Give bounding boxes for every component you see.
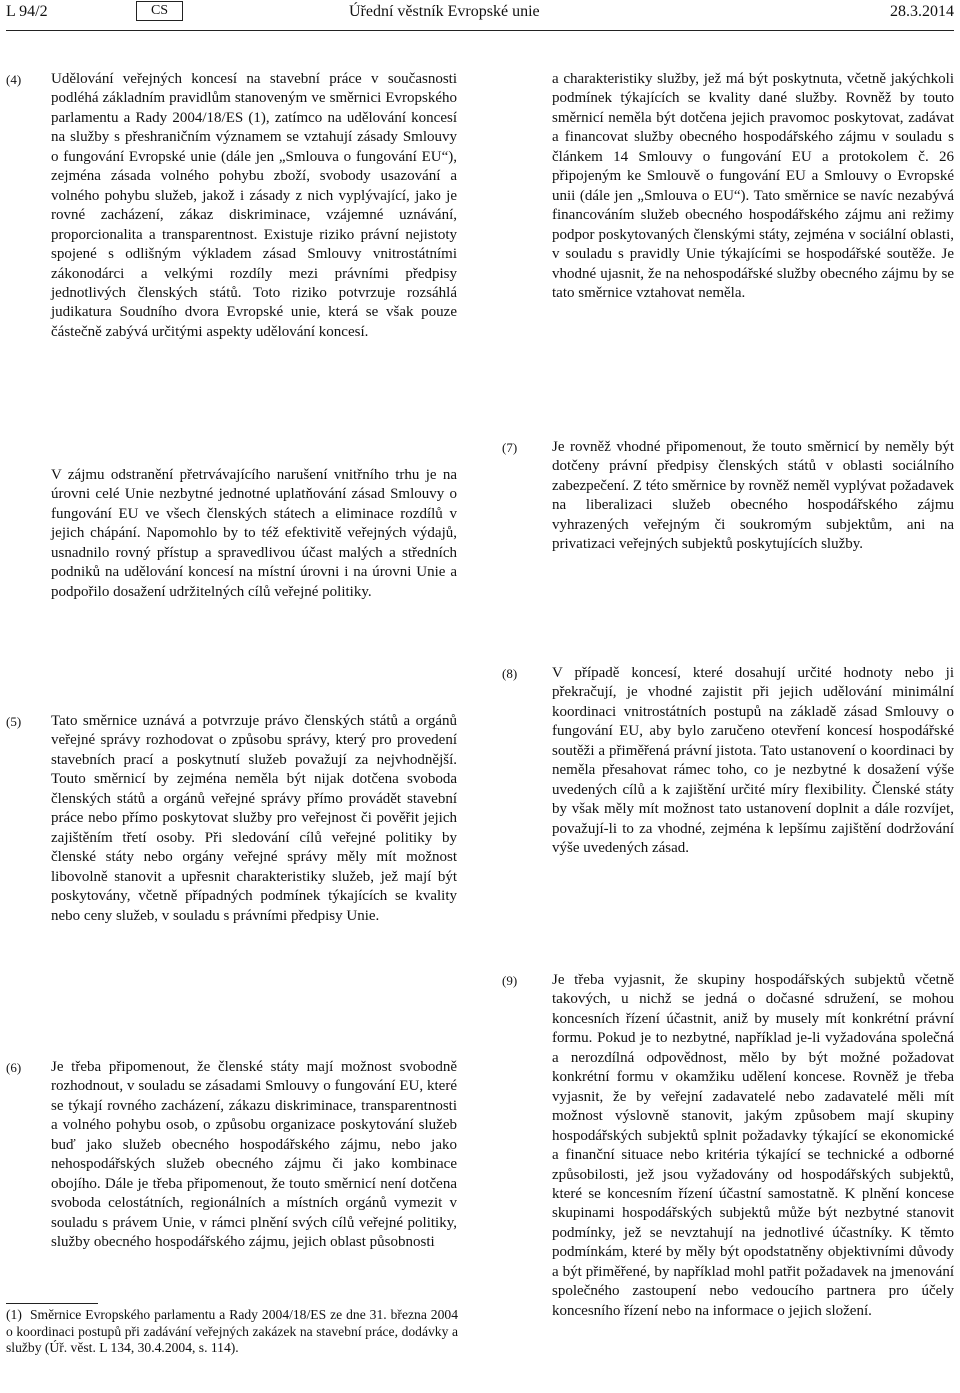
recital-number: (4) xyxy=(6,72,22,87)
recital-number: (8) xyxy=(502,666,518,681)
recital-4-continued xyxy=(6,466,458,636)
journal-title: Úřední věstník Evropské unie xyxy=(349,3,540,20)
recital-number: (5) xyxy=(6,714,22,729)
recital-number: (9) xyxy=(502,973,518,988)
page-header xyxy=(0,0,960,28)
header-rule xyxy=(6,30,954,31)
publication-date: 28.3.2014 xyxy=(890,3,954,20)
recital-7 xyxy=(502,438,954,588)
footnote-marker: (1) xyxy=(6,1307,22,1322)
recital-6 xyxy=(6,1058,458,1298)
recital-8 xyxy=(502,664,954,894)
recital-5 xyxy=(6,712,458,982)
recital-text: Je třeba připomenout, že členské státy mají možnost svobodně rozhodnout, v souladu se zásadami Smlouvy o fungování EU, které se týkají rovného zacházení, zákazu diskriminace, transparentnosti a volného pohybu osob, o způsobu organizace poskytování služeb buď jako služeb obecného hospodářského zájmu, nebo jako nehospodářských služeb obecného zájmu či jako kombinace obojího. Dále je třeba připomenout, že touto směrnicí není dotčena svoboda celostátních, regionálních a místních orgánů vymezit v souladu s právem Unie, v rámci plnění svých cílů veřejné politiky, služby obecného hospodářského zájmu, jejich oblast působnosti xyxy=(51,1059,457,1251)
recital-text: Je třeba vyjasnit, že skupiny hospodářských subjektů včetně takových, u nichž se jedná o dočasné sdružení, se mohou koncesních řízení účastnit, aniž by musely mít konkrétní právní formu. Pokud je to nezbytné, například je-li vyžadována společná a nerozdílná odpovědnost, mělo by být možné požadovat konkrétní formu v okamžiku udělení koncese. Rovněž je třeba vyjasnit, že by veřejní zadavatelé nebo zadavatelé měli mít možnost výslovně stanovit, jakým způsobem mají skupiny hospodářských subjektů splnit požadavky týkající se ekonomické a finanční situace nebo kritéria týkající se technické a odborné způsobilosti, jež jsou vyžadovány od hospodářských subjektů, které se koncesním řízení účastní samostatně. K plnění koncese skupinami hospodářských subjektů může být nezbytné stanovit podmínky, jež se nevztahují na jednotlivé účastníky. K těmto podmínkám, které by měly být opodstatněny objektivními důvody a být přiměřené, by například mohl patřit požadavek na jmenování společného zastoupení nebo vedoucího partnera pro účely koncesního řízení nebo na informace o jejich složení. xyxy=(552,972,954,1319)
recital-text: Je rovněž vhodné připomenout, že touto směrnicí by neměly být dotčeny právní předpisy členských států v oblasti sociálního zabezpečení. Z této směrnice by rovněž neměl vyplývat požadavek na liberalizaci služeb obecného hospodářského zájmu vyhrazených veřejným či soukromým subjektům, ani na privatizaci veřejných subjektů poskytujících služby. xyxy=(552,439,954,553)
recital-6-continued xyxy=(502,70,954,360)
recital-text: a charakteristiky služby, jež má být poskytnuta, včetně jakýchkoli podmínek týkajících se kvality dané služby. Rovněž by touto směrnicí neměla být dotčena jejich pravomoc poskytovat, zadávat a financovat služby obecného hospodářského zájmu v souladu s článkem 14 Smlouvy o fungování EU a protokolem č. 26 připojeným ke Smlouvě o fungování EU a Smlouvy o Evropské unii (dále jen „Smlouva o EU“). Tato směrnice se navíc nezabývá financováním služeb obecného hospodářského zájmu ani režimy podpor poskytovaných členskými státy, zejména v sociální oblasti, v souladu s pravidly Unie týkajícími se hospodářské soutěže. Je vhodné ujasnit, že na nehospodářské služby obecného zájmu by se tato směrnice vztahovat neměla. xyxy=(552,71,954,301)
language-code-box: CS xyxy=(136,1,183,21)
recital-number: (6) xyxy=(6,1060,22,1075)
recital-text: Tato směrnice uznává a potvrzuje právo členských států a orgánů veřejné správy rozhodovat o způsobu správy, který pro provedení stavebních prací a poskytnutí služeb považují za nejvhodnější. Touto směrnicí by zejména neměla být nijak dotčena svoboda členských států a orgánů veřejné správy přímo provádět stavební práce nebo přímo poskytovat služby pro veřejnost či pověřit jejich zajištěním třetí osoby. Při sledování cílů veřejné politiky by členské státy nebo orgány veřejné správy měly mít možnost libovolně stanovit a upřesnit charakteristiky služeb, jež mají být poskytovány, včetně případných podmínek týkajících se kvality nebo ceny služeb, v souladu s právními předpisy Unie. xyxy=(51,713,457,924)
footnote xyxy=(6,1307,458,1357)
footnote-rule xyxy=(6,1303,98,1304)
recital-text: V zájmu odstranění přetrvávajícího narušení vnitřního trhu je na úrovni celé Unie nezbytné jednotné uplatňování zásad Smlouvy o fungování EU ve všech členských státech a eliminace rozdílů v jejich chápání. Napomohlo by to též efektivitě veřejných výdajů, usnadnilo rovný přístup a spravedlivou účast malých a středních podniků na udělování koncesí na místní úrovni i na úrovni Unie a podpořilo dosažení udržitelných cílů veřejné politiky. xyxy=(51,467,457,600)
page-reference: L 94/2 xyxy=(6,3,48,20)
recital-9 xyxy=(502,971,954,1391)
recital-text: Udělování veřejných koncesí na stavební práce v současnosti podléhá základním pravidlům stanoveným ve směrnici Evropského parlamentu a Rady 2004/18/ES (1), zatímco na udělování koncesí na služby s přeshraničním významem se vztahují zásady Smlouvy o fungování Evropské unie (dále jen „Smlouva o fungování EU“), zejména zásada volného pohybu zboží, svobody usazování a volného pohybu služeb, jakož i zásady z nich vyplývající, jako je rovné zacházení, zákaz diskriminace, vzájemné uznávání, proporcionalita a transparentnost. Existuje riziko právní nejistoty spojené s odlišným výkladem zásad Smlouvy vnitrostátními zákonodárci a velkými rozdíly mezi právními předpisy jednotlivých členských států. Toto riziko potvrzuje rozsáhlá judikatura Soudního dvora Evropské unie, která se však pouze částečně zabývá určitými aspekty udělování koncesí. xyxy=(51,71,457,340)
recital-text: V případě koncesí, které dosahují určité hodnoty nebo ji překračují, je vhodné zajistit při jejich udělování minimální koordinaci vnitrostátních postupů na základě zásad Smlouvy o fungování EU, aby bylo zaručeno otevření koncesí hospodářské soutěži a přiměřená právní jistota. Tato ustanovení o koordinaci by neměla přesahovat rámec toho, co je nezbytné k dosažení výše uvedených cílů a k zajištění určité míry flexibility. Členské státy by však měly mít možnost tato ustanovení doplnit a dále rozvíjet, považují-li to za vhodné, zejména k lepšímu zajištění dodržování výše uvedených zásad. xyxy=(552,665,954,857)
footnote-text: Směrnice Evropského parlamentu a Rady 2004/18/ES ze dne 31. března 2004 o koordinaci postupů při zadávání veřejných zakázek na stavební práce, dodávky a služby (Úř. věst. L 134, 30.4.2004, s. 114). xyxy=(6,1307,458,1356)
recital-number: (7) xyxy=(502,440,518,455)
recital-4 xyxy=(6,70,458,390)
